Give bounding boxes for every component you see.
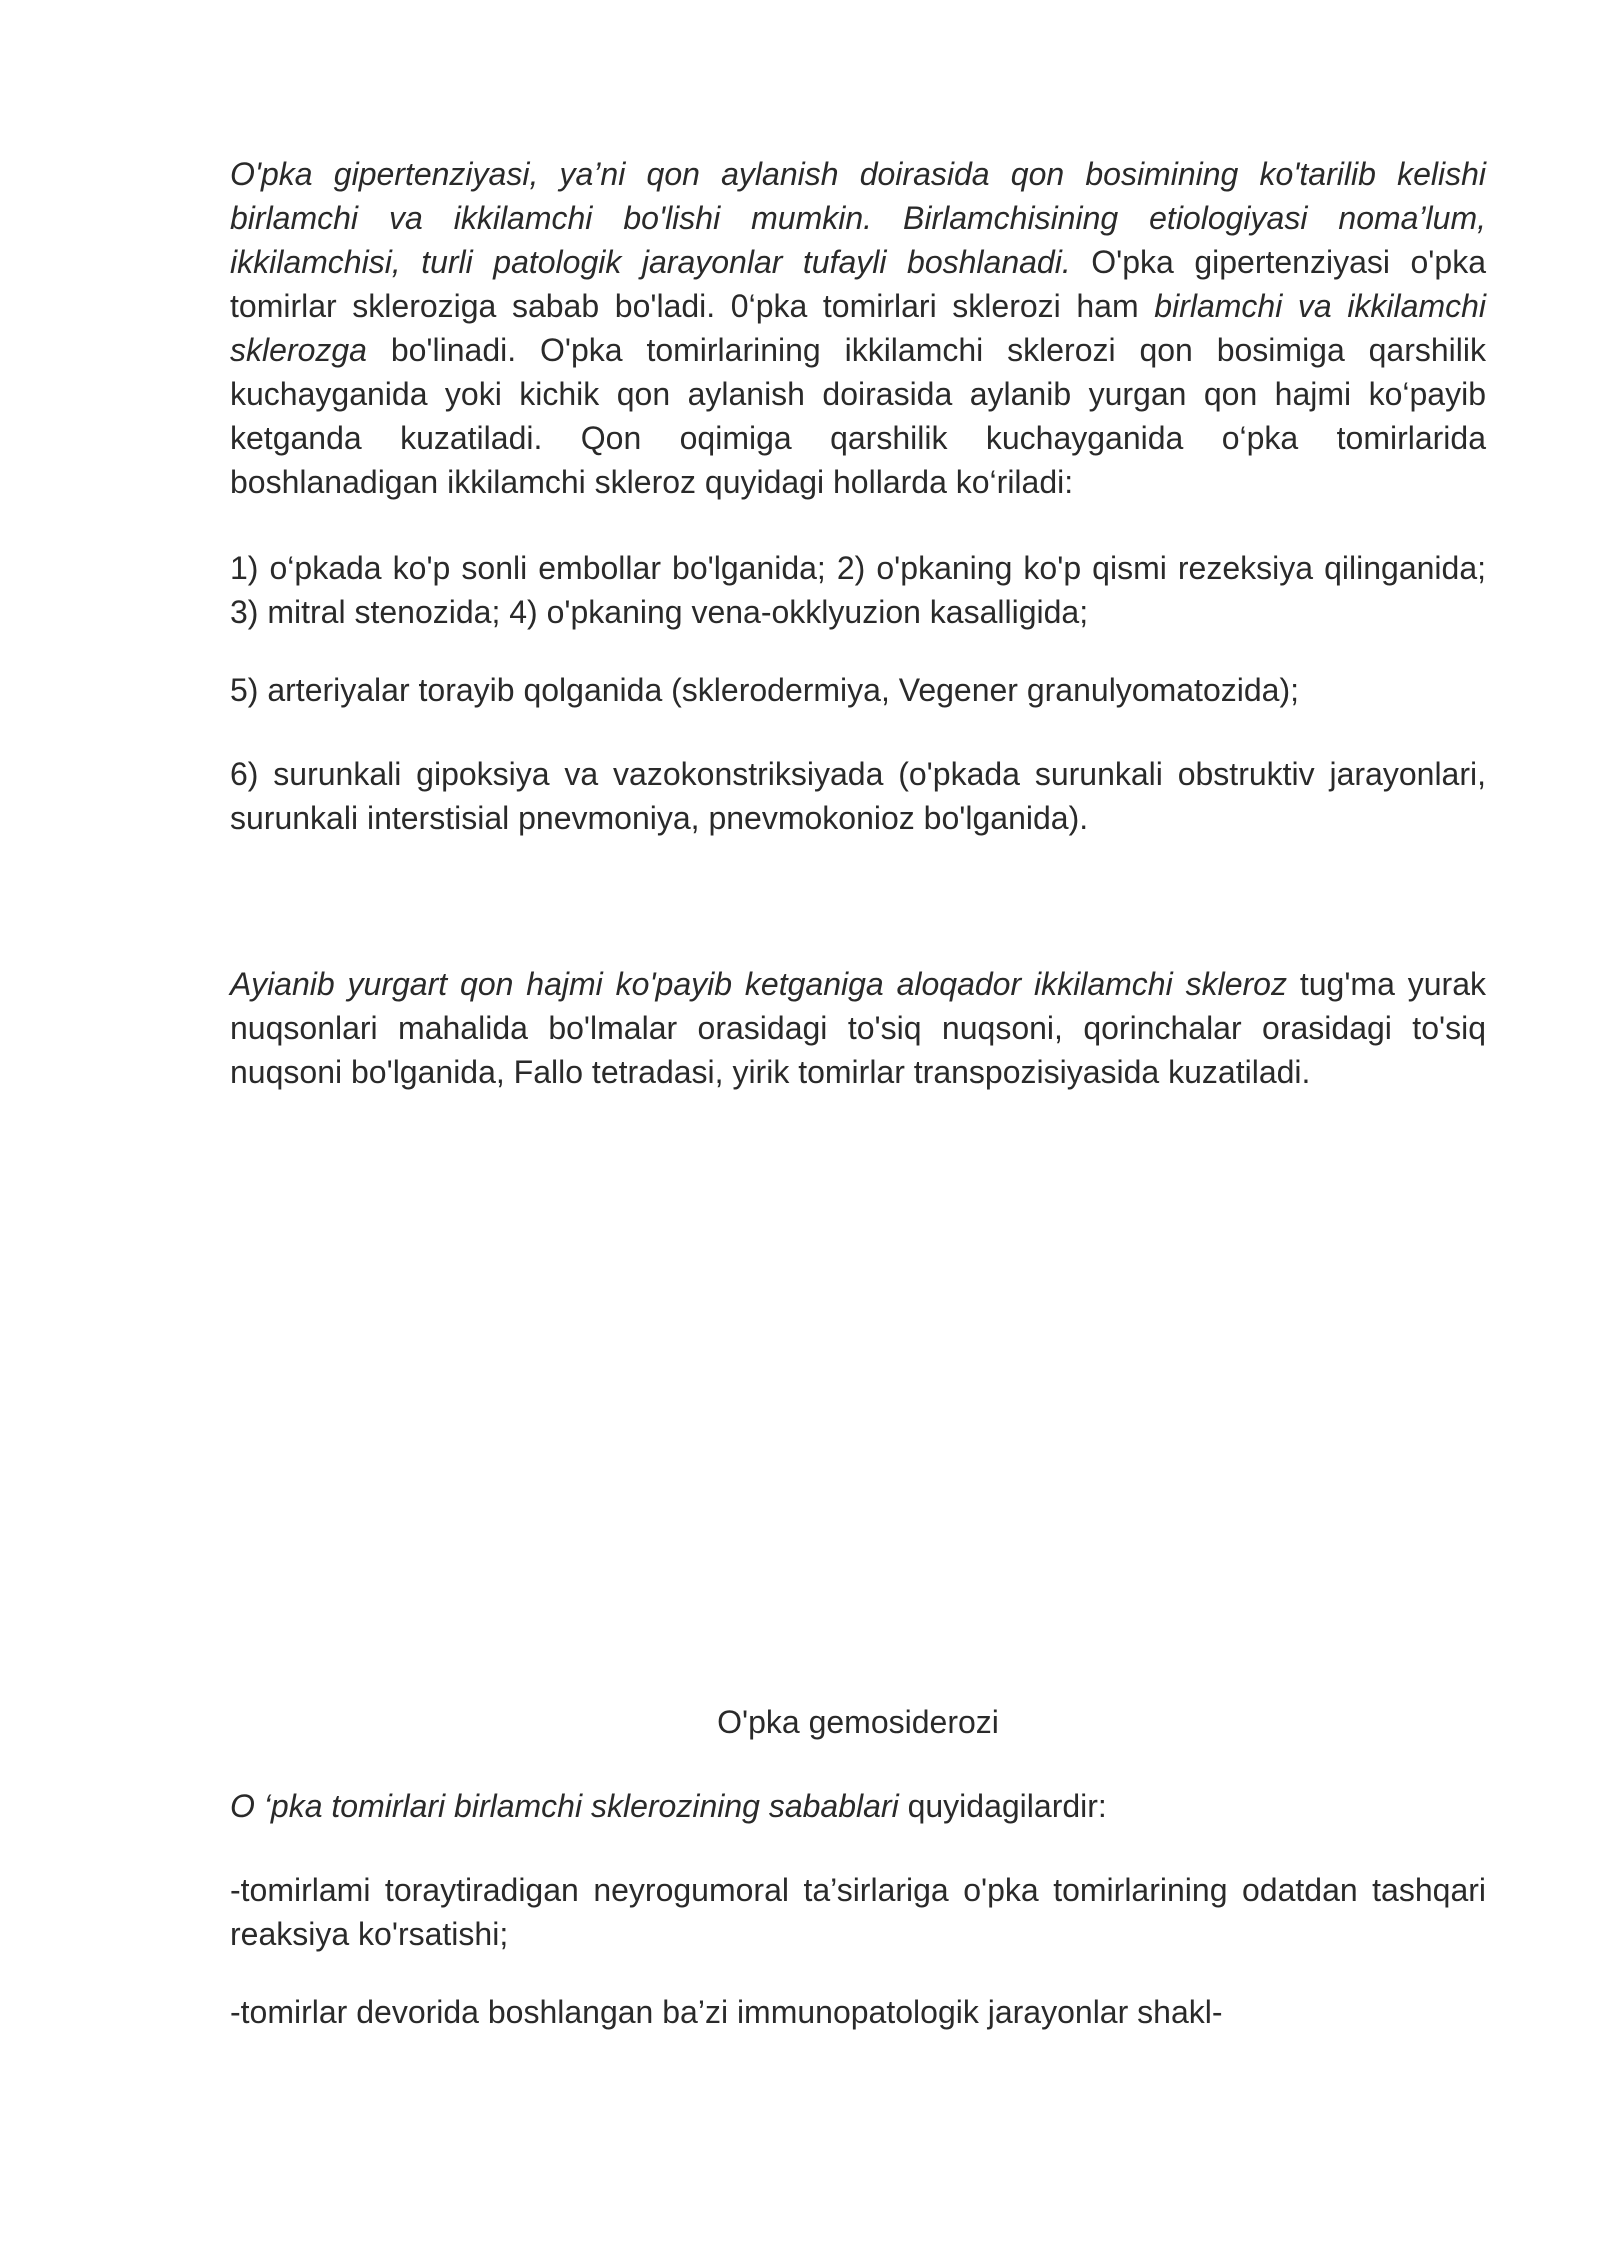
paragraph-text: O'pka gipertenziyasi o'pka tomirlar skleroziga sabab bo'ladi. 0‘pka tomirlari sklerozi ham — [230, 244, 1487, 324]
cause-item-2: -tomirlar devorida boshlangan ba’zi immunopatologik jarayonlar shakl- — [230, 1994, 1223, 2030]
paragraph-text: tug'ma yurak nuqsonlari mahalida bo'lmalar orasidagi to'siq nuqsoni, qorinchalar orasidagi to'siq nuqsoni bo'lganida, Fallo tetradasi, yirik tomirlar transpozisiyasida kuzatiladi. — [230, 966, 1487, 1090]
list-item-5: 5) arteriyalar torayib qolganida (sklerodermiya, Vegener granulyomatozida); — [230, 672, 1299, 708]
paragraph-pulmonary-hypertension — [230, 152, 1486, 504]
cause-item-1: -tomirlami toraytiradigan neyrogumoral ta’sirlariga o'pka tomirlarining odatdan tashqari reaksiya ko'rsatishi; — [230, 1872, 1486, 1952]
italic-intro: O ‘pka tomirlari birlamchi sklerozining sabablari — [230, 1788, 899, 1824]
italic-intro: Ayianib yurgart qon hajmi ko'payib ketganiga aloqador ikkilamchi skleroz — [230, 966, 1287, 1002]
paragraph-primary-causes — [230, 1784, 1486, 1828]
section-heading: O'pka gemosiderozi — [717, 1704, 999, 1740]
list-item-6: 6) surunkali gipoksiya va vazokonstriksiyada (o'pkada surunkali obstruktiv jarayonlari, surunkali interstisial pnevmoniya, pnevmokonioz bo'lganida). — [230, 756, 1486, 836]
list-item-1-4: 1) o‘pkada ko'p sonli embollar bo'lganida; 2) o'pkaning ko'p qismi rezeksiya qilinganida; 3) mitral stenozida; 4) o'pkaning vena-okklyuzion kasalligida; — [230, 550, 1486, 630]
paragraph-text: bo'linadi. O'pka tomirlarining ikkilamchi sklerozi qon bosimiga qarshilik kuchayganida yoki kichik qon aylanish doirasida aylanib yurgan qon hajmi ko‘payib ketganda kuzatiladi. Qon oqimiga qarshilik kuchayganida o‘pka tomirlarida boshlanadigan ikkilamchi skleroz quyidagi hollarda ko‘riladi: — [230, 332, 1486, 500]
italic-intro: O'pka gipertenziyasi, ya’ni qon aylanish doirasida qon bosimining ko'tarilib kelishi birlamchi va ikkilamchi bo'lishi mumkin. Birlamchisining etiologiyasi noma’lum, ikkilamchisi, turli patologik jarayonlar tufayli boshlanadi. — [230, 156, 1486, 280]
paragraph-secondary-sclerosis — [230, 962, 1486, 1094]
paragraph-text: quyidagilardir: — [898, 1788, 1107, 1824]
italic-term: birlamchi va ikkilamchi sklerozga — [230, 288, 1487, 368]
